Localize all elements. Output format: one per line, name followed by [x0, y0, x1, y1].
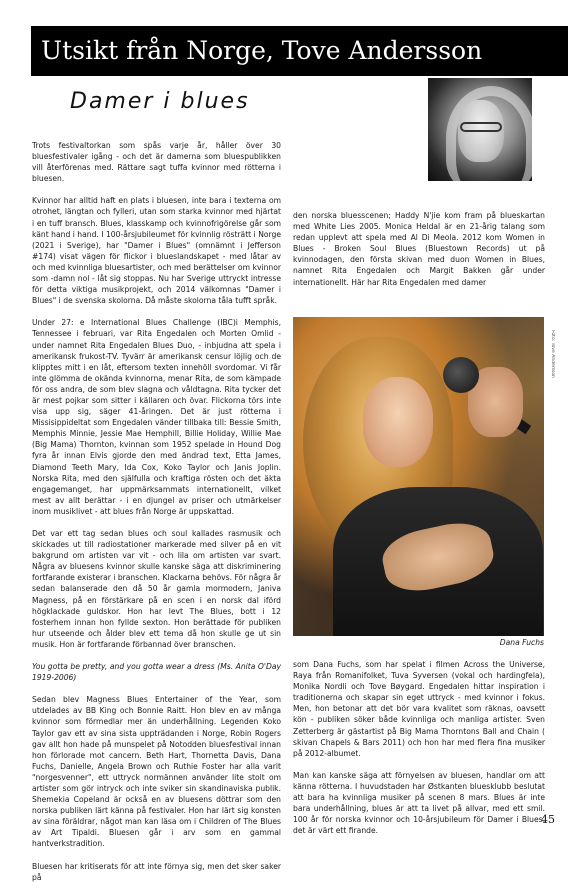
quote: You gotta be pretty, and you gotta wear a dress (Ms. Anita O'Day 1919-2006) — [32, 662, 281, 683]
paragraph: Under 27: e International Blues Challenge (IBC)i Memphis, Tennessee i februari, var Rita Engedalen och Morten Omlid - under namnet Rita Engedalen Blues Duo, - inbjudna att spela i amerikansk frukost-TV. Tyvärr är amerikansk censur löjlig och de klipptes mitt i en låt, eftersom texten innehöll svordomar. Vi får inte glömma de okända kvinnorna, menar Rita, de som kämpade för oss andra, de som blev slagna och våldtagna. Rita tycker det är mest pojkar som sitter i källaren och övar. Flickorna törs inte visa upp sig, säger 41-åringen. Det är just rötterna i Missisippideltat som Engedalen vänder tillbaka till: Bessie Smith, Memphis Minnie, Jessie Mae Hemphill, Billie Holiday, Willie Mae (Big Mama) Thornton, kvinnan som 1952 spelade in Hound Dog fyra år innan Elvis gjorde den med ändrad text, Etta James, Diamond Teeth Mary, Ida Cox, Koko Taylor och Janis Joplin. Norska Rita, med den själfulla och kraftiga rösten och det äkta engagemanget, har uppmärksammats internationellt, vilket mest av allt berättar - i en djungel av priser och utmärkelser inom musiklivet - att blues från Norge är uppskattad. — [32, 318, 281, 516]
article-right-column-top — [293, 210, 545, 299]
paragraph: Trots festivaltorkan som spås varje år, håller över 30 bluesfestivaler igång - och det är damerna som bluespublikken vill återförenas med. Rättare sagt tuffa kvinnor med rötterna i bluesen. — [32, 141, 281, 184]
header-title: Utsikt från Norge, Tove Andersson — [41, 36, 483, 65]
author-portrait — [428, 78, 532, 181]
microphone-icon — [443, 357, 479, 393]
photo-credit: Foto: Tove Andersson — [550, 330, 555, 378]
article-right-column-bottom — [293, 659, 545, 847]
page-header — [31, 26, 568, 76]
article-left-column — [32, 140, 281, 894]
paragraph: Kvinnor har alltid haft en plats i bluesen, inte bara i texterna om otrohet, längtan och fylleri, utan som starka kvinnor med hjärtat i en tuff bransch. Blues, klasskamp och kvinnofrigörelse går som känt hand i hand. I 100-årsjubileumet för kvinnlig rösträtt i Norge (2021 i Sverige), har "Damer i Blues" (omnämnt i Jefferson #174) visat vägen för flickor i blueslandskapet - med låtar av och med kvinnliga bluesartister, och med berättelser om kvinnor som -damn nol - låt sig stoppas. Nu har Sverige uttryckt intresse för detta viktiga musikprojekt, och 2014 välkomnas "Damer i Blues" i de svenska skolorna. Då måste skolorna tåla tufft språk. — [32, 196, 281, 306]
article-subtitle: Damer i blues — [70, 89, 250, 114]
paragraph: den norska bluesscenen; Haddy N'jie kom fram på blueskartan med White Lies 2005. Monica Heldal är en 21-årig talang som redan upplevt att spela med Al Di Meola. 2012 kom Women in Blues - Broken Soul Blues (Bluestown Records) ut på kvinnodagen, den första skivan med duon Women in Blues, namnet Rita Engedalen och Margit Bakken går under internationellt. Här har Rita Engedalen med damer — [293, 211, 545, 287]
paragraph: Det var ett tag sedan blues och soul kallades rasmusik och skickades ut till radiostationer markerade med silver på en vit bakgrund om artisten var vit - och lila om artisten var svart. Några av bluesens kvinnor skulle kanske säga att diskriminering fortfarande existerar i branschen. Klackarna behövs. För några år sedan balanserade den då 50 år gamla mormodern, Janiva Magness, på en förstärkare på en scen i en norsk dal iförd högklackade guldskor. Hon har levt The Blues, bott i 12 fosterhem innan hon fyllde sexton. Hon berättade för publiken hur utseende och ålder blev ett tema då hon skulle ge ut sin musik. Hon är fortfarande förbannad över branschen. — [32, 529, 281, 649]
paragraph: som Dana Fuchs, som har spelat i filmen Across the Universe, Raya från Romanifolket, Tuva Syversen (vokal och hardingfela), Monika Nordli och Tove Bøygard. Engedalen hittar inspiration i traditionerna och skapar sin eget uttryck - med kvinnor i fokus. Men, hon betonar att det bör vara kvalitet som räknas, oavsett kön - publiken söker både kvinnliga och manliga artister. Sven Zetterberg är gästartist på Big Mama Thorntons Ball and Chain ( skivan Chapels & Bars 2011) och hon har med flera fina musiker på 2012-albumet. — [293, 660, 545, 758]
photo-caption: Dana Fuchs — [499, 638, 544, 647]
page-number: 45 — [541, 813, 555, 826]
singer-photo — [293, 317, 544, 636]
paragraph: Bluesen har kritiserats för att inte förnya sig, men det sker saker på — [32, 861, 281, 882]
paragraph: Man kan kanske säga att förnyelsen av bluesen, handlar om att känna rötterna. I huvudstaden har Østkanten bluesklubb beslutat att bara ha kvinnliga musiker på scenen 8 mars. Blues är inte bara underhållning, blues är att ta livet på allvar, med ett smil. 100 år för norska kvinnor och 10-årsjubileum för Damer i Blues, det är värt ett firande. — [293, 770, 545, 836]
paragraph: Sedan blev Magness Blues Entertainer of the Year, som utdelades av BB King och Bonnie Raitt. Hon blev en av många kvinnor som förmedlar mer än underhållning. Legenden Koko Taylor gav ett av sina sista uppträdanden i Norge, Robin Rogers gav allt hon hade på munspelet på Notodden bluesfestival innan hon förlorade mot cancern. Beth Hart, Thornetta Davis, Dana Fuchs, Danielle, Angela Brown och Ruthie Foster har alla varit "norgesvenner", ett uttryck normännen använder lite stolt om artister som gör intryck och inte sviker sin skandinaviska publik. Shemekia Copeland är också en av bluesens döttrar som den norska publiken lärt känna på festivaler. Hon har lärt sig konsten av sina föräldrar, något man kan läsa om i Children of The Blues av Art Tipaldi. Bluesen går i arv som en gammal hantverkstradition. — [32, 695, 281, 849]
